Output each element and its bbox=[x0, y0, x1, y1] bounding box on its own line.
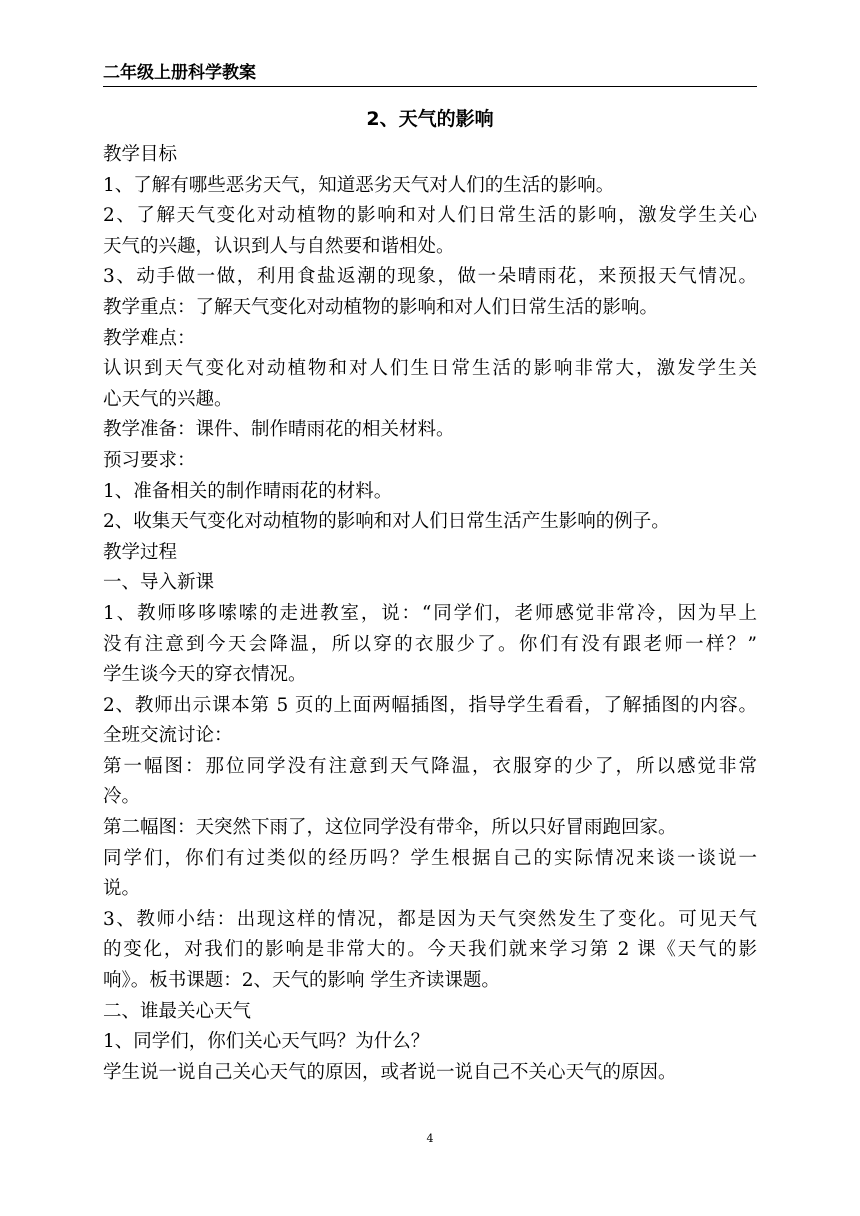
lesson-title: 2、天气的影响 bbox=[366, 108, 494, 130]
paragraph-line: 第二幅图：天突然下雨了，这位同学没有带伞，所以只好冒雨跑回家。 bbox=[103, 817, 677, 839]
paragraph-line: 1、了解有哪些恶劣天气，知道恶劣天气对人们的生活的影响。 bbox=[103, 174, 615, 196]
paragraph-line: 3、动手做一做，利用食盐返潮的现象，做一朵晴雨花，来预报天气情况。 bbox=[103, 266, 757, 288]
paragraph-line: 教学目标 bbox=[103, 144, 178, 165]
paragraph-line: 同学们，你们有过类似的经历吗？学生根据自己的实际情况来谈一谈说一 bbox=[103, 847, 757, 869]
paragraph-line: 全班交流讨论： bbox=[103, 725, 233, 747]
paragraph-line: 预习要求： bbox=[103, 449, 196, 471]
paragraph-line: 学生说一说自己关心天气的原因，或者说一说自己不关心天气的原因。 bbox=[103, 1061, 677, 1083]
paragraph-line: 的变化，对我们的影响是非常大的。今天我们就来学习第 2 课《天气的影 bbox=[103, 939, 757, 961]
paragraph-line: 3、教师小结：出现这样的情况，都是因为天气突然发生了变化。可见天气 bbox=[103, 908, 757, 930]
paragraph-line: 1、准备相关的制作晴雨花的材料。 bbox=[103, 480, 393, 502]
paragraph-line: 教学重点：了解天气变化对动植物的影响和对人们日常生活的影响。 bbox=[103, 296, 659, 318]
paragraph-line: 1、教师哆哆嗦嗦的走进教室，说：“同学们，老师感觉非常冷，因为早上 bbox=[103, 602, 757, 624]
lesson-body bbox=[103, 140, 757, 1088]
paragraph-line: 天气的兴趣，认识到人与自然要和谐相处。 bbox=[103, 235, 455, 257]
paragraph-line: 2、教师出示课本第 5 页的上面两幅插图，指导学生看看，了解插图的内容。 bbox=[103, 694, 757, 716]
paragraph-line: 响》。板书课题：2、天气的影响 学生齐读课题。 bbox=[103, 970, 500, 992]
paragraph-line: 教学难点： bbox=[103, 327, 196, 349]
paragraph-line: 2、了解天气变化对动植物的影响和对人们日常生活的影响，激发学生关心 bbox=[103, 205, 757, 227]
page-header bbox=[103, 60, 757, 87]
paragraph-line: 1、同学们，你们关心天气吗？为什么？ bbox=[103, 1031, 430, 1053]
paragraph-line: 2、收集天气变化对动植物的影响和对人们日常生活产生影响的例子。 bbox=[103, 511, 670, 533]
page-number: 4 bbox=[426, 1132, 434, 1145]
paragraph-line: 二、谁最关心天气 bbox=[103, 1000, 252, 1022]
header-title: 二年级上册科学教案 bbox=[103, 63, 256, 83]
paragraph-line: 教学过程 bbox=[103, 541, 178, 563]
paragraph-line: 心天气的兴趣。 bbox=[103, 388, 233, 410]
paragraph-line: 一、导入新课 bbox=[103, 572, 215, 594]
paragraph-line: 学生谈今天的穿衣情况。 bbox=[103, 664, 307, 686]
paragraph-line: 认识到天气变化对动植物和对人们生日常生活的影响非常大，激发学生关 bbox=[103, 358, 757, 380]
paragraph-line: 没有注意到今天会降温，所以穿的衣服少了。你们有没有跟老师一样？” bbox=[103, 633, 757, 655]
paragraph-line: 第一幅图：那位同学没有注意到天气降温，衣服穿的少了，所以感觉非常 bbox=[103, 755, 757, 777]
paragraph-line: 冷。 bbox=[103, 786, 141, 808]
paragraph-line: 教学准备：课件、制作晴雨花的相关材料。 bbox=[103, 419, 455, 441]
paragraph-line: 说。 bbox=[103, 878, 141, 900]
